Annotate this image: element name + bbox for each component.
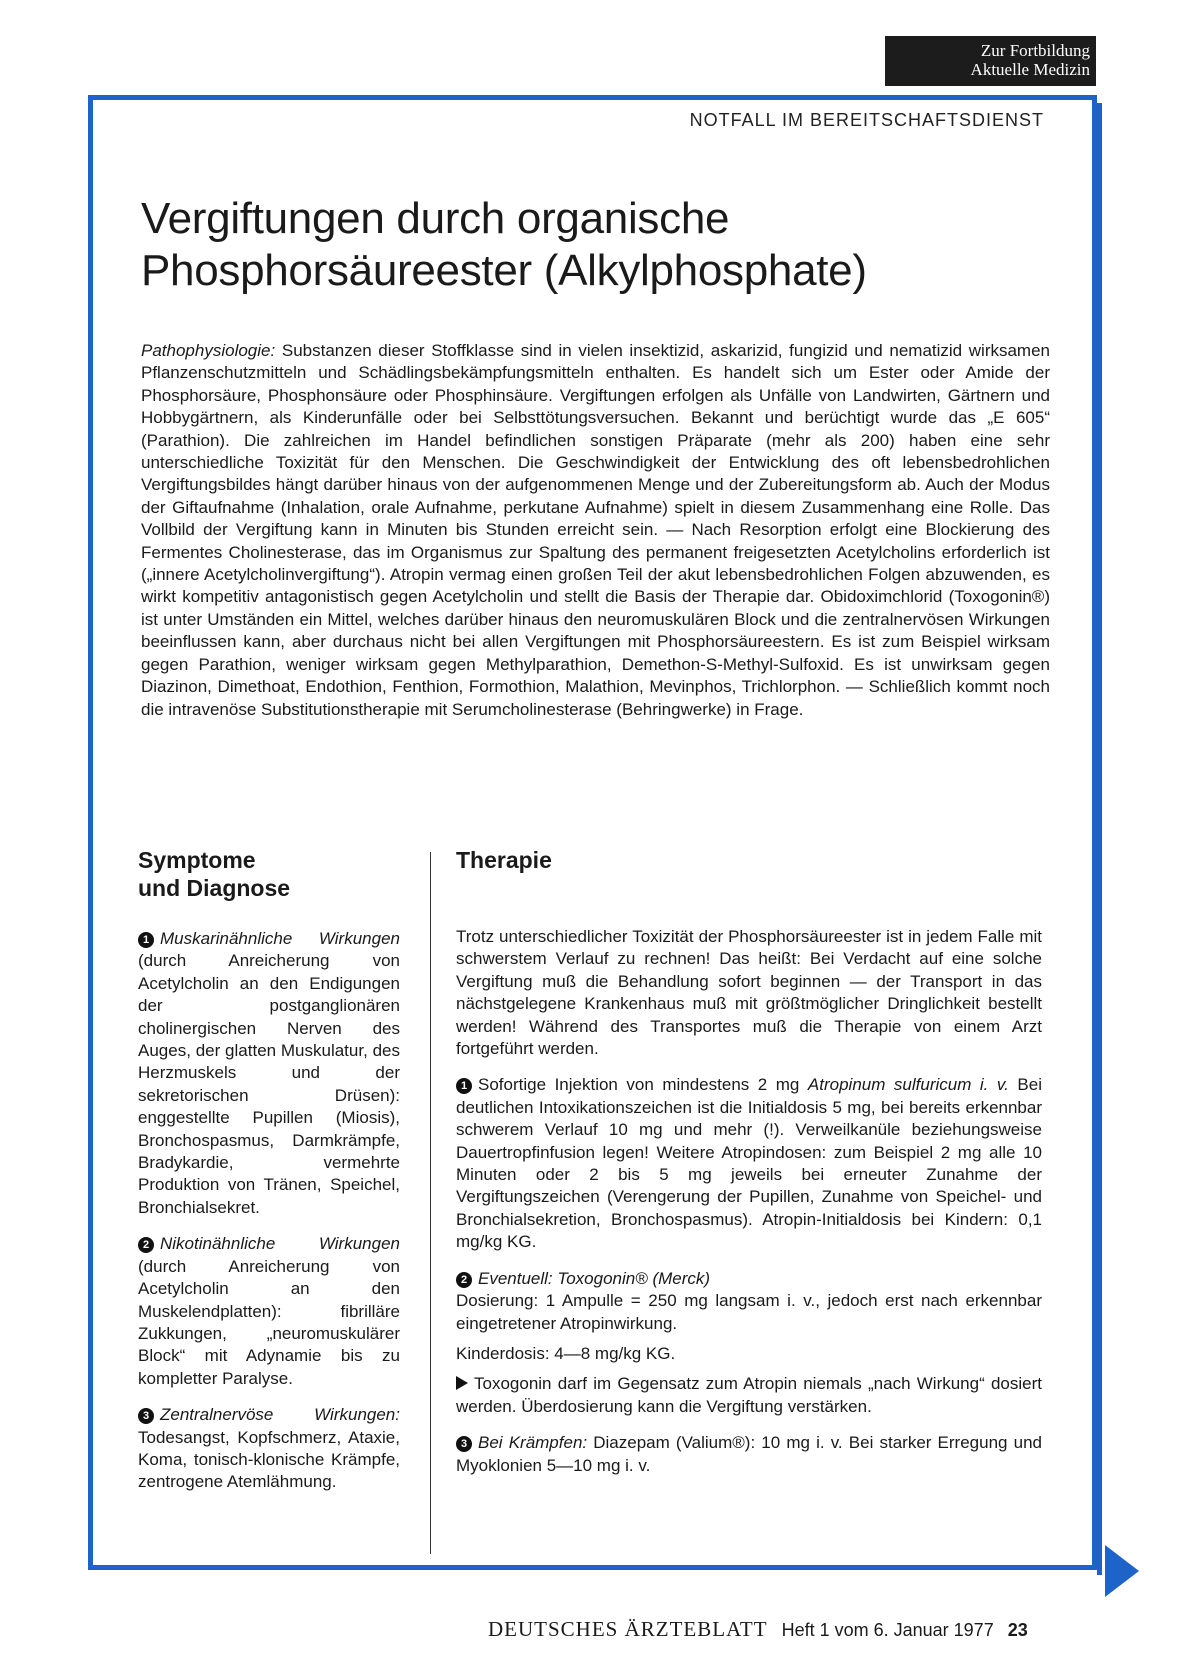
symptom-lead: Zentralnervöse Wirkungen: [160, 1405, 400, 1425]
intro-lead: Pathophysiologie: [141, 341, 276, 360]
title-line-1: Vergiftungen durch organische [141, 194, 730, 243]
symptom-lead: Nikotinähnliche Wirkungen [160, 1234, 400, 1254]
article-title [141, 193, 1041, 297]
badge-line-2: Aktuelle Medizin [970, 60, 1090, 79]
symptoms-heading-line-1: Symptome [138, 847, 256, 873]
therapy-column [456, 846, 1042, 1477]
triangle-right-icon [456, 1376, 468, 1390]
page-number: 23 [1007, 1620, 1028, 1640]
rubric: NOTFALL IM BEREITSCHAFTSDIENST [689, 110, 1044, 130]
therapy-item-1-drug: Atropinum sulfuricum i. v. [807, 1075, 1009, 1095]
intro-paragraph [141, 340, 1050, 721]
therapy-note-text: Toxogonin darf im Gegensatz zum Atropin niemals „nach Wirkung“ dosiert werden. Überdosierung kann die Vergiftung verstärken. [456, 1374, 1042, 1416]
column-divider [430, 852, 431, 1554]
symptoms-heading-line-2: und Diagnose [138, 875, 291, 901]
number-2-icon: 2 [456, 1272, 472, 1288]
therapy-item-1-text: Bei deutlichen Intoxikationszeichen ist die Initialdosis 5 mg, bei bereits erkennbar schwerem Verlauf 10 mg und mehr (!). Verweilkanüle beziehungsweise Dauertropfinfusion legen! Weitere Atropindosen: zum Beispiel 2 mg alle 10 Minuten oder 2 bis 5 mg jeweils bei erneuter Zunahme der Vergiftungszeichen (Verengerung der Pupillen, Zunahme von Speichel- und Bronchialsekretion, Bronchospasmus). Atropin-Initialdosis bei Kindern: 0,1 mg/kg KG. [456, 1075, 1042, 1252]
continue-arrow-icon [1105, 1545, 1139, 1597]
journal-name: DEUTSCHES ÄRZTEBLATT [488, 1617, 768, 1641]
badge-line-1: Zur Fortbildung [980, 41, 1090, 60]
symptoms-column [138, 846, 400, 1494]
number-3-icon: 3 [456, 1436, 472, 1452]
symptom-item [138, 1233, 400, 1390]
symptom-lead: Muskarinähnliche Wirkungen [160, 929, 400, 948]
therapy-intro: Trotz unterschiedlicher Toxizität der Phosphorsäureester ist in jedem Falle mit schwerstem Verlauf zu rechnen! Das heißt: Bei Verdacht auf eine solche Vergiftung muß die Behandlung sofort beginnen — der Transport in das nächstgelegene Krankenhaus muß mit größtmöglicher Dringlichkeit bestellt werden! Während des Transportes muß die Therapie von einem Arzt fortgeführt werden. [456, 927, 1042, 1059]
title-line-2: Phosphorsäureester (Alkylphosphate) [141, 246, 867, 295]
number-1-icon: 1 [456, 1078, 472, 1094]
therapy-item-2-lead: Eventuell: Toxogonin® (Merck) [478, 1268, 711, 1288]
frame-shadow [1097, 103, 1102, 1575]
issue-info: Heft 1 vom 6. Januar 1977 [781, 1620, 994, 1640]
number-1-icon: 1 [138, 932, 154, 948]
therapy-item-1 [456, 1074, 1042, 1253]
therapy-item-1-pre: Sofortige Injektion von mindestens 2 mg [478, 1075, 808, 1095]
therapy-note [456, 1373, 1042, 1418]
therapy-item-3 [456, 1432, 1042, 1477]
symptom-text: Todesangst, Kopfschmerz, Ataxie, Koma, tonisch-klonische Krämpfe, zentrogene Atemlähmung. [138, 1427, 400, 1492]
symptom-text: (durch Anreicherung von Acetylcholin an den Endigungen der postganglionären cholinergischen Nerven des Auges, der glatten Muskulatur, des Herzmuskels und der sekretorischen Drüsen): enggestellte Pupillen (Miosis), Bronchospasmus, Darmkrämpfe, Bradykardie, vermehrte Produktion von Tränen, Speichel, Bronchialsekret. [138, 951, 400, 1217]
therapy-item-3-lead: Bei Krämpfen: [478, 1433, 588, 1453]
symptoms-heading [138, 846, 400, 902]
therapy-item-2-dose: Dosierung: 1 Ampulle = 250 mg langsam i. v., jedoch erst nach erkennbar eingetretener Atropinwirkung. [456, 1291, 1042, 1333]
symptom-item [138, 928, 400, 1219]
symptom-item [138, 1404, 400, 1494]
number-3-icon: 3 [138, 1408, 154, 1424]
intro-text: Substanzen dieser Stoffklasse sind in vielen insektizid, askarizid, fungizid und nematizid wirksamen Pflanzenschutzmitteln und Schädlingsbekämpfungsmitteln enthalten. Es handelt sich um Ester oder Amide der Phosphorsäure, Phosphonsäure oder Phosphinsäure. Vergiftungen erfolgen als Unfälle von Landwirten, Gärtnern und Hobbygärtnern, als Kinderunfälle oder bei Selbsttötungsversuchen. Bekannt und berüchtigt wurde das „E 605“ (Parathion). Die zahlreichen im Handel befindlichen sonstigen Präparate (mehr als 200) haben eine sehr unterschiedliche Toxizität für den Menschen. Die Geschwindigkeit der Entwicklung des oft lebensbedrohlichen Vergiftungsbildes hängt darüber hinaus von der aufgenommenen Menge und der Zubereitungsform ab. Auch der Modus der Giftaufnahme (Inhalation, orale Aufnahme, perkutane Aufnahme) spielt in diesem Zusammenhang eine Rolle. Das Vollbild der Vergiftung kann in Minuten bis Stunden erreicht sein. — Nach Resorption erfolgt eine Blockierung des Fermentes Cholinesterase, das im Organismus zur Spaltung des permanent freigesetzten Acetylcholins erforderlich ist („innere Acetylcholinvergiftung“). Atropin vermag einen großen Teil der akut lebensbedrohlichen Folgen abzuwenden, es wirkt kompetitiv antagonistisch gegen Acetylcholin und stellt die Basis der Therapie dar. Obidoximchlorid (Toxogonin®) ist unter Umständen ein Mittel, welches darüber hinaus den neuromuskulären Block und die zentralnervösen Wirkungen beeinflussen kann, aber durchaus nicht bei allen Vergiftungen mit Phosphorsäureestern. Es ist zum Beispiel wirksam gegen Parathion, weniger wirksam gegen Methylparathion, Demethon-S-Methyl-Sulfoxid. Es ist unwirksam gegen Diazinon, Dimethoat, Endothion, Fenthion, Formothion, Malathion, Mevinphos, Trichlorphon. — Schließlich kommt noch die intravenöse Substitutionstherapie mit Serumcholinesterase (Behringwerke) in Frage. [141, 341, 1050, 719]
therapy-item-2 [456, 1268, 1042, 1335]
therapy-heading: Therapie [456, 847, 552, 873]
therapy-child-dose: Kinderdosis: 4—8 mg/kg KG. [456, 1343, 676, 1363]
symptom-text: (durch Anreicherung von Acetylcholin an den Muskelendplatten): fibrilläre Zukkungen, „neuromuskulärer Block“ mit Adynamie bis zu kompletter Paralyse. [138, 1256, 400, 1388]
section-badge [885, 36, 1096, 86]
page-footer [488, 1617, 1098, 1642]
number-2-icon: 2 [138, 1237, 154, 1253]
therapy-item-3-text: Diazepam (Valium®): 10 mg i. v. Bei starker Erregung und Myoklonien 5—10 mg i. v. [456, 1433, 1042, 1475]
